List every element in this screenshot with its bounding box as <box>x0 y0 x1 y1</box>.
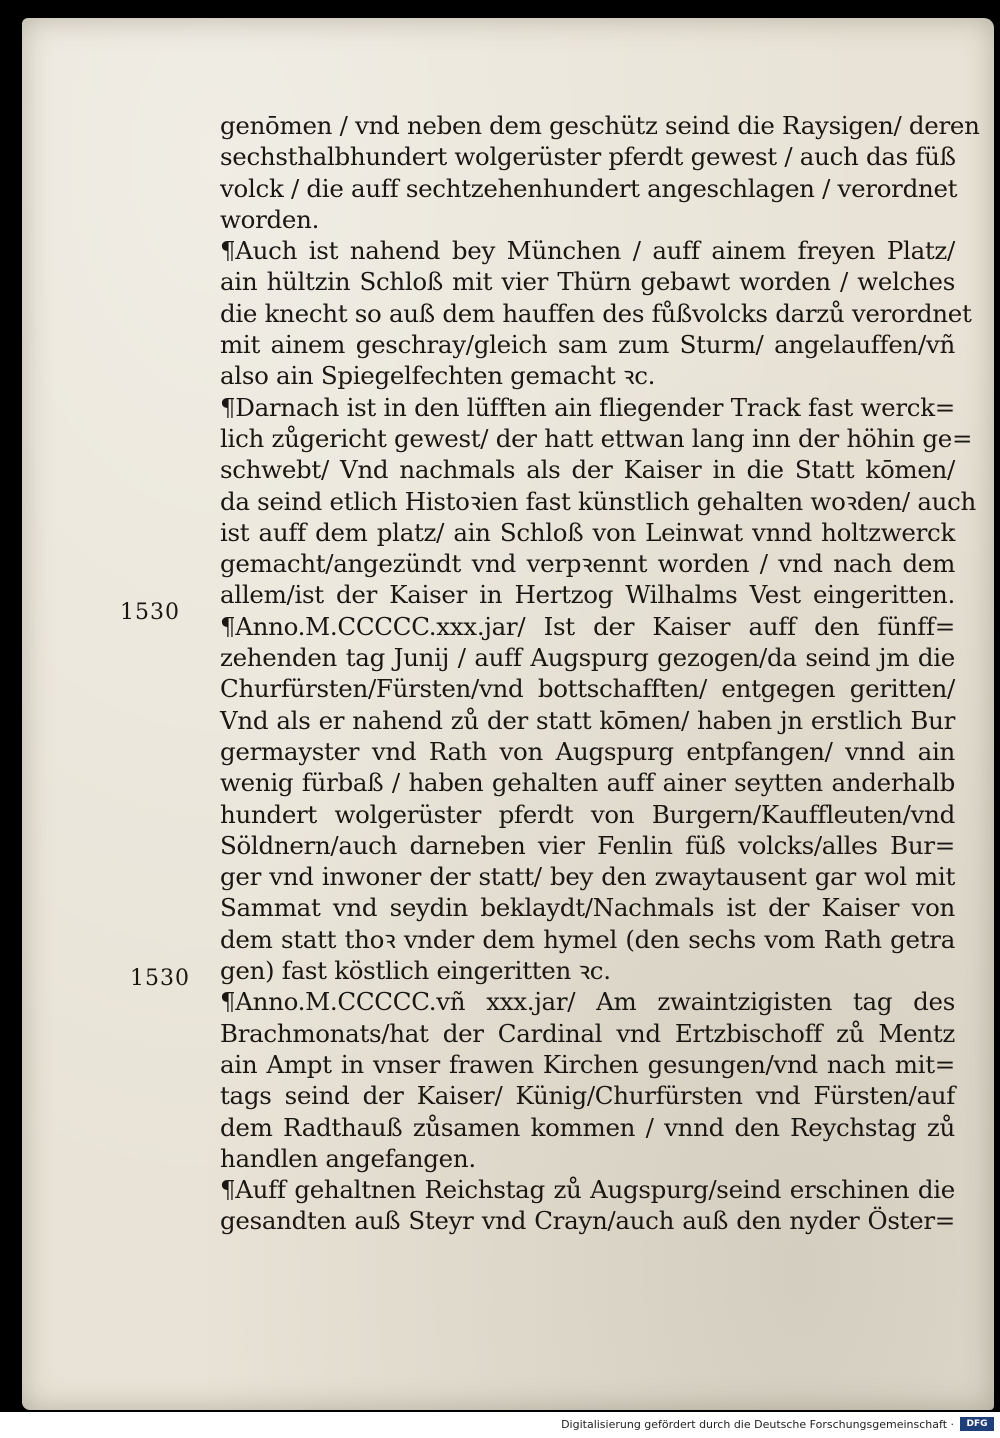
text-line: gen) fast köstlich eingeritten ꝛc. <box>220 956 611 986</box>
text-line: ¶Anno.M.CCCCC.xxx.jar/ Ist der Kaiser auff den fünff= <box>220 611 955 641</box>
text-line: Churfürsten/Fürsten/vnd bottschafften/ entgegen geritten/ <box>220 674 955 704</box>
text-line: die knecht so auß dem hauffen des fůßvolcks darzů verordnet <box>220 298 972 328</box>
text-line: dem Radthauß zůsamen kommen / vnnd den Reychstag zů <box>220 1112 955 1142</box>
text-line: da seind etlich Histoꝛien fast künstlich gehalten woꝛden/ auch <box>220 486 977 516</box>
text-line: handlen angefangen. <box>220 1143 476 1173</box>
text-line: Sammat vnd seydin beklaydt/Nachmals ist der Kaiser von <box>220 893 955 923</box>
text-line: ain Ampt in vnser frawen Kirchen gesungen/vnd nach mit= <box>220 1049 955 1079</box>
text-line: mit ainem geschray/gleich sam zum Sturm/ angelauffen/vñ <box>220 330 955 360</box>
text-line: ger vnd inwoner der statt/ bey den zwaytausent gar wol mit <box>220 862 955 892</box>
text-line: also ain Spiegelfechten gemacht ꝛc. <box>220 361 656 391</box>
text-line: volck / die auff sechtzehenhundert angeschlagen / verordnet <box>220 173 958 203</box>
text-line: hundert wolgerüster pferdt von Burgern/Kauffleuten/vnd <box>220 799 955 829</box>
text-line: sechsthalbhundert wolgerüster pferdt gewest / auch das füß <box>220 142 956 172</box>
text-line: ist auff dem platz/ ain Schloß von Leinwat vnnd holtzwerck <box>220 517 955 547</box>
text-line: germayster vnd Rath von Augspurg entpfangen/ vnnd ain <box>220 736 955 766</box>
text-line: Söldnern/auch darneben vier Fenlin füß volcks/alles Bur= <box>220 830 955 860</box>
text-line: ¶Auff gehaltnen Reichstag zů Augspurg/seind erschinen die <box>220 1175 955 1205</box>
book-page <box>22 18 994 1410</box>
text-line: dem statt thoꝛ vnder dem hymel (den sechs vom Rath getra <box>220 924 955 954</box>
text-line: gesandten auß Steyr vnd Crayn/auch auß den nyder Öster= <box>220 1206 955 1236</box>
text-line: lich zůgericht gewest/ der hatt ettwan lang inn der höhin ge= <box>220 423 973 453</box>
text-line: genōmen / vnd neben dem geschütz seind die Raysigen/ deren <box>220 111 980 140</box>
text-line: zehenden tag Junij / auff Augspurg gezogen/da seind jm die <box>220 643 955 673</box>
text-line: schwebt/ Vnd nachmals als der Kaiser in die Statt kōmen/ <box>220 455 955 485</box>
text-line: ¶Anno.M.CCCCC.vñ xxx.jar/ Am zwaintzigisten tag des <box>220 987 955 1017</box>
text-line: Brachmonats/hat der Cardinal vnd Ertzbischoff zů Mentz <box>220 1018 955 1048</box>
margin-note-year: 1530 <box>130 966 190 991</box>
text-line: wenig fürbaß / haben gehalten auff ainer seytten anderhalb <box>220 768 955 798</box>
text-line: tags seind der Kaiser/ Künig/Churfürsten vnd Fürsten/auf <box>220 1081 955 1111</box>
text-line: Vnd als er nahend zů der statt kōmen/ haben jn erstlich Bur <box>220 705 955 735</box>
text-line: worden. <box>220 204 320 234</box>
footer-bar <box>0 1412 1000 1438</box>
text-line: ain hültzin Schloß mit vier Thürn gebawt worden / welches <box>220 267 955 297</box>
margin-note-year: 1530 <box>120 600 180 625</box>
text-line: ¶Darnach ist in den lüfften ain fliegender Track fast werck= <box>220 392 955 422</box>
funding-credit: Digitalisierung gefördert durch die Deutsche Forschungsgemeinschaft · <box>561 1418 954 1431</box>
text-line: allem/ist der Kaiser in Hertzog Wilhalms Vest eingeritten. <box>220 580 955 610</box>
body-text <box>220 110 980 1237</box>
text-line: gemacht/angezündt vnd verpꝛennt worden / vnd nach dem <box>220 549 955 579</box>
text-line: ¶Auch ist nahend bey München / auff ainem freyen Platz/ <box>220 236 955 266</box>
dfg-logo: DFG <box>960 1417 994 1431</box>
